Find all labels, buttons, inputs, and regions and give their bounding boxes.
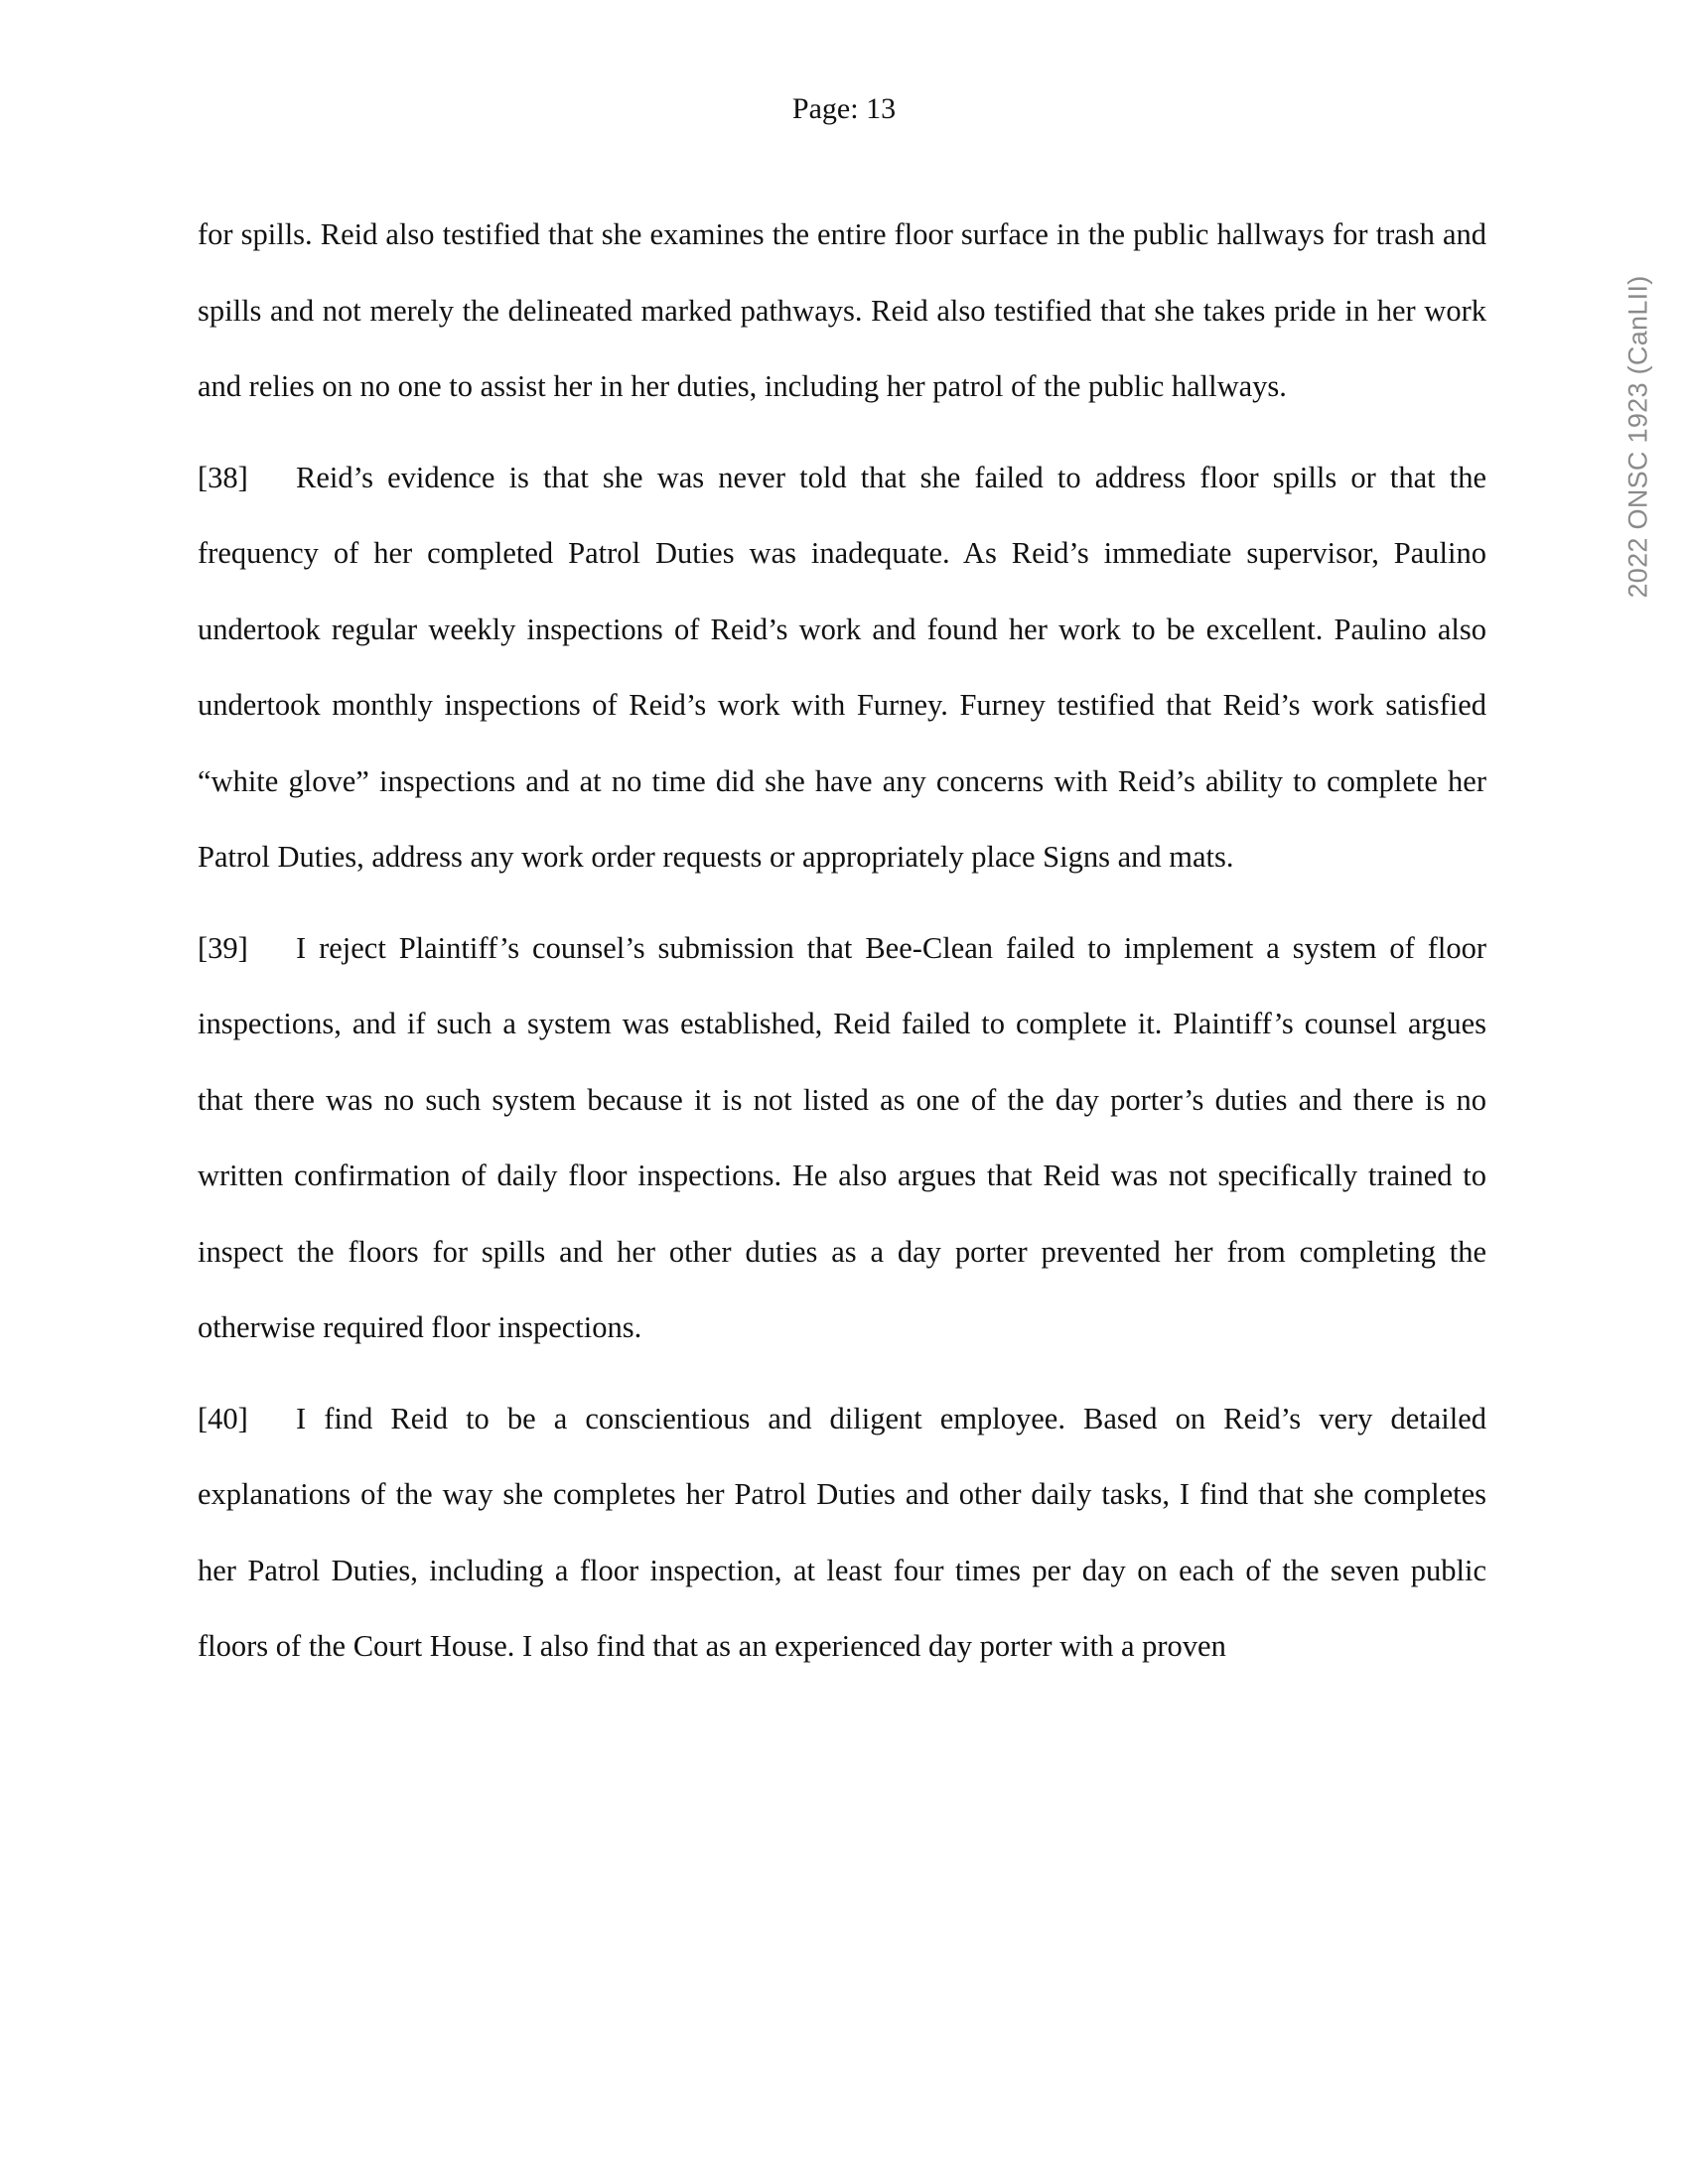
paragraph-text: Reid’s evidence is that she was never told that she failed to address floor spills or that the frequency of her completed Patrol Duties was inadequate. As Reid’s immediate supervisor, Paulino undertook regular weekly inspections of Reid’s work and found her work to be excellent. Paulino also undertook monthly inspections of Reid’s work with Furney. Furney testified that Reid’s work satisfied “white glove” inspections and at no time did she have any concerns with Reid’s ability to complete her Patrol Duties, address any work order requests or appropriately place Signs and mats.	[198, 460, 1486, 874]
paragraph-number: [38]	[198, 460, 248, 494]
paragraph-text: for spills. Reid also testified that she examines the entire floor surface in the public hallways for trash and spills and not merely the delineated marked pathways. Reid also testified that she takes pride in her work and relies on no one to assist her in her duties, including her patrol of the public hallways.	[198, 217, 1486, 403]
paragraph-number: [39]	[198, 930, 248, 965]
paragraph-continued	[198, 197, 1486, 425]
paragraph-38	[198, 440, 1486, 895]
paragraph-39	[198, 910, 1486, 1366]
paragraph-number: [40]	[198, 1401, 248, 1435]
canlii-citation-watermark: 2022 ONSC 1923 (CanLII)	[1622, 275, 1653, 599]
paragraph-text: I reject Plaintiff’s counsel’s submission that Bee-Clean failed to implement a system of floor inspections, and if such a system was established, Reid failed to complete it. Plaintiff’s counsel argues that there was no such system because it is not listed as one of the day porter’s duties and there is no written confirmation of daily floor inspections. He also argues that Reid was not specifically trained to inspect the floors for spills and her other duties as a day porter prevented her from completing the otherwise required floor inspections.	[198, 930, 1486, 1344]
judgment-body	[198, 197, 1486, 1700]
page-number-header: Page: 13	[791, 92, 897, 125]
paragraph-text: I find Reid to be a conscientious and diligent employee. Based on Reid’s very detailed explanations of the way she completes her Patrol Duties and other daily tasks, I find that she completes her Patrol Duties, including a floor inspection, at least four times per day on each of the seven public floors of the Court House. I also find that as an experienced day porter with a proven	[198, 1401, 1486, 1663]
paragraph-40	[198, 1381, 1486, 1685]
